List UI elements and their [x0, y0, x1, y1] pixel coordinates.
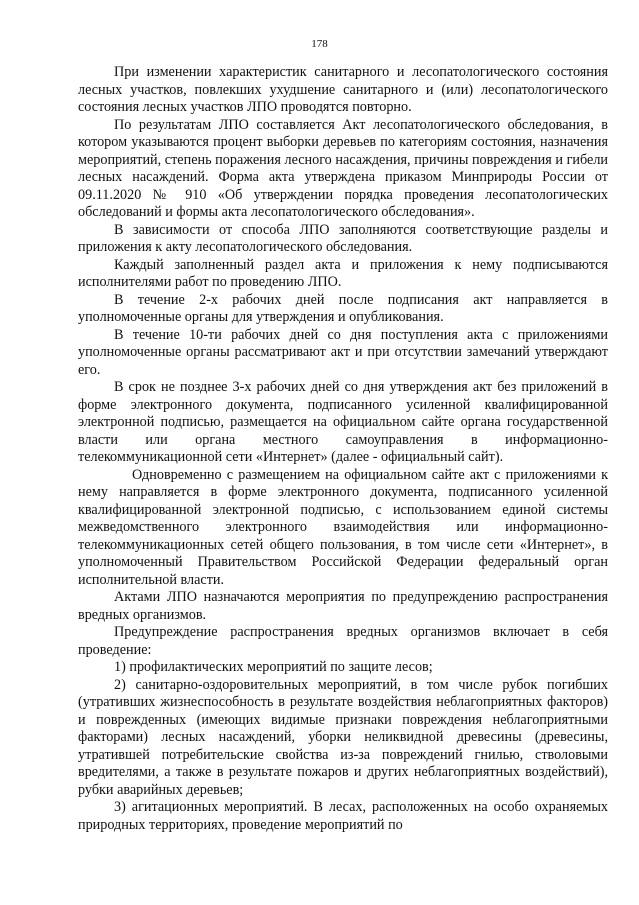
paragraph: Актами ЛПО назначаются мероприятия по предупреждению распространения вредных организмов.	[78, 589, 608, 623]
paragraph: Одновременно с размещением на официальном сайте акт с приложениями к нему направляется в форме электронного документа, подписанного усиленной квалифицированной электронной подписью, с использованием единой системы межведомственного электронного взаимодействия или информационно-телекоммуникационных сетей общего пользования, в том числе сети «Интернет», в уполномоченный Правительством Российской Федерации федеральный орган исполнительной власти.	[78, 466, 608, 588]
paragraph: Предупреждение распространения вредных организмов включает в себя проведение:	[78, 624, 608, 658]
paragraph: В течение 10-ти рабочих дней со дня поступления акта с приложениями уполномоченные органы рассматривают акт и при отсутствии замечаний утверждают его.	[78, 326, 608, 378]
page-number: 178	[311, 38, 328, 50]
list-item: 1) профилактических мероприятий по защите лесов;	[114, 659, 433, 675]
paragraph: При изменении характеристик санитарного и лесопатологического состояния лесных участков, повлекших ухудшение санитарного и (или) лесопатологического состояния лесных участков ЛПО проводятся повторно.	[78, 64, 608, 115]
list-item: 3) агитационных мероприятий. В лесах, расположенных на особо охраняемых природных территориях, проведение мероприятий по	[78, 799, 608, 833]
paragraph: В зависимости от способа ЛПО заполняются соответствующие разделы и приложения к акту лесопатологического обследования.	[78, 221, 608, 255]
paragraph: В срок не позднее 3-х рабочих дней со дня утверждения акт без приложений в форме электронного документа, подписанного усиленной квалифицированной электронной подписью, размещается на официальном сайте органа государственной власти или органа местного самоуправления в информационно-телекоммуникационной сети «Интернет» (далее - официальный сайт).	[78, 379, 608, 465]
paragraph: По результатам ЛПО составляется Акт лесопатологического обследования, в котором указываются процент выборки деревьев по категориям состояния, назначения мероприятий, степень поражения лесного насаждения, причины повреждения и гибели лесных насаждений. Форма акта утверждена приказом Минприроды России от 09.11.2020 № 910 «Об утверждении порядка проведения лесопатологических обследований и формы акта лесопатологического обследования».	[78, 116, 608, 220]
paragraph: В течение 2-х рабочих дней после подписания акт направляется в уполномоченные органы для утверждения и опубликования.	[78, 291, 608, 325]
document-body	[78, 64, 608, 834]
paragraph: Каждый заполненный раздел акта и приложения к нему подписываются исполнителями работ по проведению ЛПО.	[78, 256, 608, 290]
list-item: 2) санитарно-оздоровительных мероприятий, в том числе рубок погибших (утративших жизнеспособность в результате воздействия неблагоприятных факторов) и поврежденных (имеющих видимые признаки повреждения неблагоприятными факторами) лесных насаждений, уборки неликвидной древесины (древесины, утратившей потребительские свойства из-за повреждений гнилью, стволовыми вредителями, а также в результате пожаров и других неблагоприятных воздействий), рубки аварийных деревьев;	[78, 676, 608, 798]
